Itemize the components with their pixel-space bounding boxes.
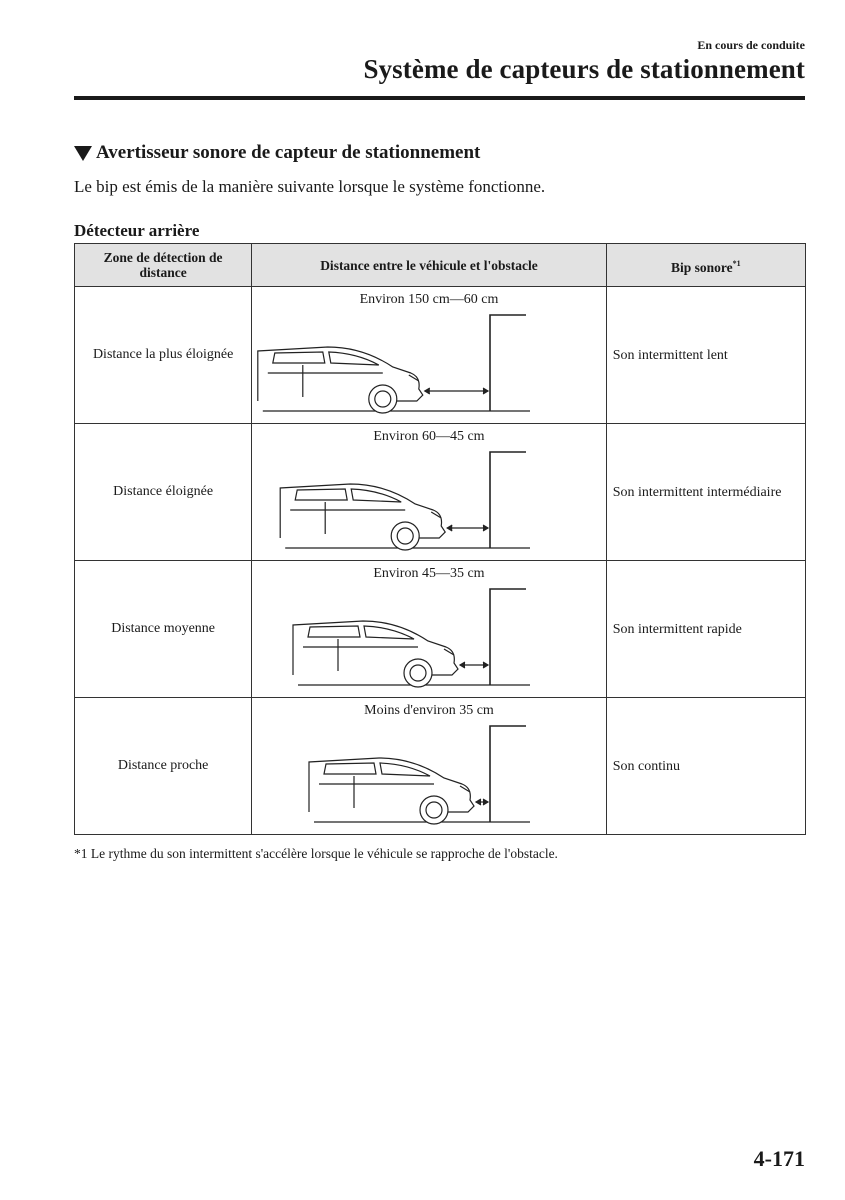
obstacle-wall xyxy=(490,315,526,411)
illustration-cell xyxy=(252,287,606,424)
arrow-head-icon xyxy=(483,388,488,394)
beep-cell: Son continu xyxy=(606,698,805,835)
table-row xyxy=(75,287,806,424)
car-window xyxy=(380,763,430,776)
car-body xyxy=(258,347,423,401)
arrow-head-icon xyxy=(425,388,430,394)
obstacle-wall xyxy=(490,452,526,548)
arrow-head-icon xyxy=(447,525,452,531)
header-beep xyxy=(606,244,805,287)
sensor-table xyxy=(74,243,806,835)
footnote-ref: *1 xyxy=(732,258,741,268)
rear-wheel-icon xyxy=(369,385,397,413)
car-window xyxy=(324,763,376,774)
subheading xyxy=(74,142,480,164)
car-window xyxy=(351,489,401,502)
arrow-head-icon xyxy=(483,525,488,531)
page-title: Système de capteurs de stationnement xyxy=(363,54,805,84)
arrow-head-icon xyxy=(476,799,481,805)
intro-paragraph: Le bip est émis de la manière suivante lorsque le système fonctionne. xyxy=(74,177,546,196)
triangle-bullet-icon xyxy=(74,146,92,161)
beep-cell: Son intermittent lent xyxy=(606,287,805,424)
zone-cell: Distance moyenne xyxy=(75,561,252,698)
arrow-head-icon xyxy=(483,799,488,805)
car-body xyxy=(280,484,445,538)
section-label: En cours de conduite xyxy=(697,38,805,52)
footnote: *1 Le rythme du son intermittent s'accélère lorsque le véhicule se rapproche de l'obstacle. xyxy=(74,846,558,861)
table-caption: Détecteur arrière xyxy=(74,221,200,240)
car-window xyxy=(308,626,360,637)
beep-cell: Son intermittent rapide xyxy=(606,561,805,698)
car-obstacle-illustration xyxy=(252,287,606,423)
obstacle-wall xyxy=(490,726,526,822)
rear-wheel-icon xyxy=(420,796,448,824)
header-zone: Zone de détection de distance xyxy=(75,244,252,287)
car-window xyxy=(364,626,414,639)
table-row xyxy=(75,561,806,698)
illustration-cell xyxy=(252,424,606,561)
table-row xyxy=(75,698,806,835)
car-obstacle-illustration xyxy=(252,698,606,834)
range-label: Moins d'environ 35 cm xyxy=(364,703,494,718)
arrow-head-icon xyxy=(460,662,465,668)
header-distance: Distance entre le véhicule et l'obstacle xyxy=(252,244,606,287)
rear-wheel-icon xyxy=(391,522,419,550)
car-body xyxy=(293,621,458,675)
zone-cell: Distance proche xyxy=(75,698,252,835)
table-header-row xyxy=(75,244,806,287)
arrow-head-icon xyxy=(483,662,488,668)
car-window xyxy=(329,352,379,365)
car-obstacle-illustration xyxy=(252,424,606,560)
page-number: 4-171 xyxy=(753,1146,805,1171)
range-label: Environ 45—35 cm xyxy=(373,566,485,581)
illustration-cell xyxy=(252,698,606,835)
zone-cell: Distance la plus éloignée xyxy=(75,287,252,424)
zone-cell: Distance éloignée xyxy=(75,424,252,561)
car-window xyxy=(273,352,325,363)
rear-wheel-icon xyxy=(404,659,432,687)
car-obstacle-illustration xyxy=(252,561,606,697)
range-label: Environ 60—45 cm xyxy=(373,429,485,444)
beep-cell: Son intermittent intermédiaire xyxy=(606,424,805,561)
illustration-cell xyxy=(252,561,606,698)
range-label: Environ 150 cm—60 cm xyxy=(359,292,499,307)
subheading-text: Avertisseur sonore de capteur de stationnement xyxy=(96,142,481,163)
obstacle-wall xyxy=(490,589,526,685)
car-body xyxy=(309,758,474,812)
table-row xyxy=(75,424,806,561)
header-beep-label: Bip sonore xyxy=(671,259,733,275)
title-rule xyxy=(74,96,805,100)
car-window xyxy=(295,489,347,500)
